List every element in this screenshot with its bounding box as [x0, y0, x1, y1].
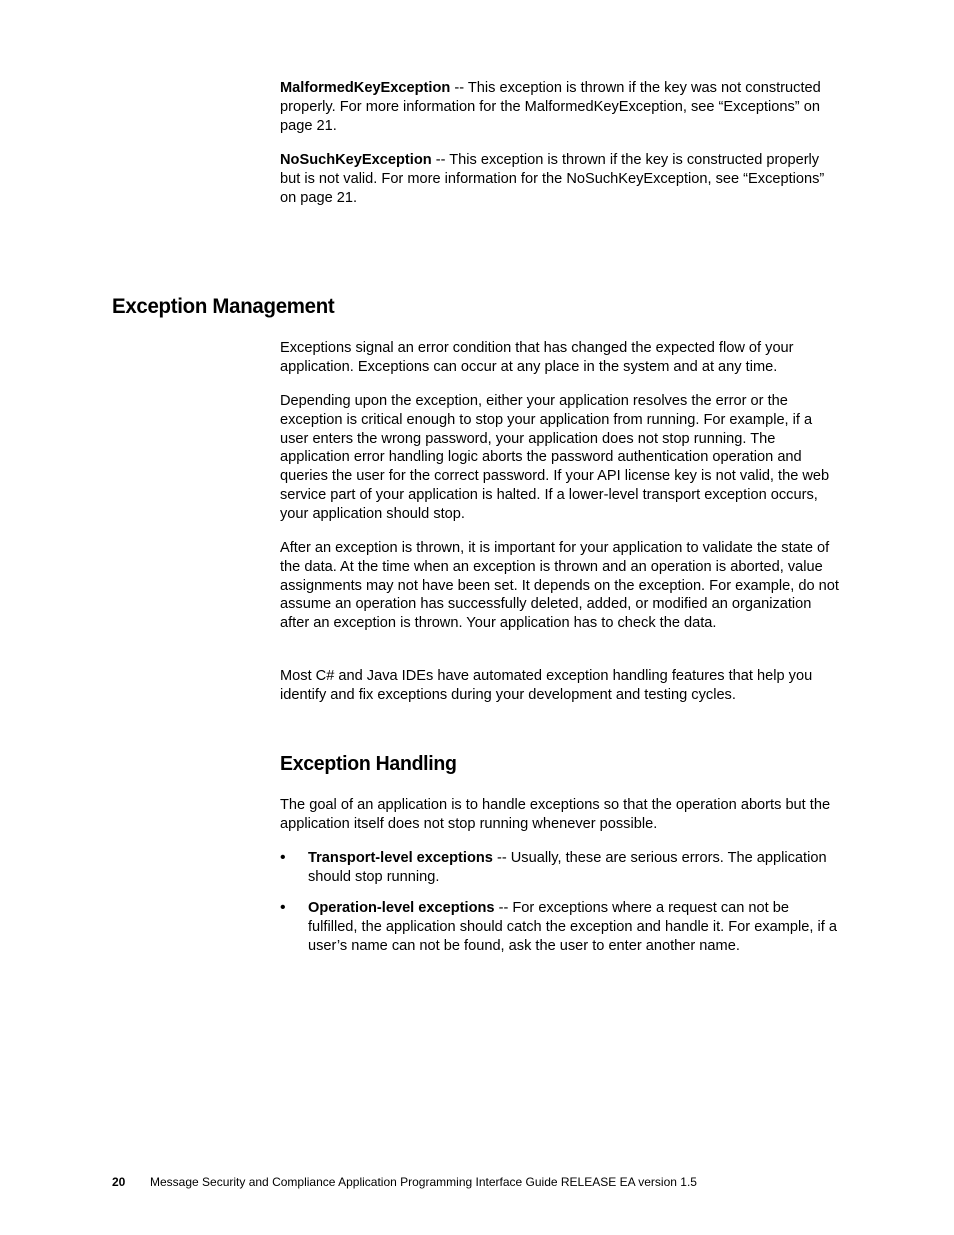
- footer-title: Message Security and Compliance Application Programming Interface Guide RELEASE EA version 1.5: [150, 1175, 697, 1189]
- bullet-list: [280, 899, 842, 955]
- list-item-term: Operation-level exceptions: [308, 900, 495, 916]
- definition-paragraph: [280, 151, 842, 207]
- bullet-icon: •: [280, 899, 286, 916]
- definition-no-such-key: [280, 151, 842, 207]
- definition-malformed-key: [280, 79, 842, 135]
- section-paragraph-2: [280, 392, 842, 524]
- definition-paragraph: [280, 79, 842, 135]
- list-item-description: -- Usually, these are serious errors. The application should stop running.: [308, 850, 827, 885]
- subsection-intro: [280, 796, 842, 834]
- section-paragraph-1: [280, 339, 842, 377]
- list-item-text: [308, 899, 842, 955]
- section-paragraph-4: [280, 667, 842, 705]
- body-paragraph: Depending upon the exception, either your application resolves the error or the exception is critical enough to stop your application from running. For example, if a user enters the wrong password, your application does not stop running. The application error handling logic aborts the password authentication operation and queries the user for the correct password. If your API license key is not valid, the web service part of your application is halted. If a lower-level transport exception occurs, your application should stop.: [280, 393, 830, 522]
- bullet-icon: •: [280, 849, 286, 866]
- bullet-list-container: [280, 899, 842, 955]
- page-footer: [112, 1174, 697, 1190]
- list-item-description: -- For exceptions where a request can not be fulfilled, the application should catch the exception and handle it. For example, if a user’s name can not be found, ask the user to enter another name.: [308, 900, 837, 954]
- list-item-term: Transport-level exceptions: [308, 850, 493, 866]
- body-paragraph: The goal of an application is to handle exceptions so that the operation aborts but the application itself does not stop running whenever possible.: [280, 797, 831, 832]
- bullet-list-container: [280, 849, 842, 887]
- body-paragraph: Exceptions signal an error condition that has changed the expected flow of your application. Exceptions can occur at any place in the system and at any time.: [280, 340, 794, 375]
- section-paragraph-3: [280, 539, 842, 633]
- list-item: [280, 899, 842, 955]
- definition-text: -- This exception is thrown if the key is constructed properly but is not valid. For more information for the NoSuchKeyException, see “Exceptions” on page 21.: [280, 152, 825, 206]
- body-paragraph: After an exception is thrown, it is important for your application to validate the state of the data. At the time when an exception is thrown and an operation is aborted, value assignments may not have been set. It depends on the exception. For example, do not assume an operation has successfully deleted, added, or modified an organization after an exception is thrown. Your application has to check the data.: [280, 540, 839, 632]
- body-paragraph: Most C# and Java IDEs have automated exception handling features that help you identify and fix exceptions during your development and testing cycles.: [280, 668, 813, 703]
- definition-term: NoSuchKeyException: [280, 152, 432, 168]
- bullet-list: [280, 849, 842, 887]
- section-heading: Exception Management: [112, 294, 335, 318]
- definition-text: -- This exception is thrown if the key was not constructed properly. For more information for the MalformedKeyException, see “Exceptions” on page 21.: [280, 80, 821, 134]
- page-number: 20: [112, 1175, 126, 1189]
- subsection-heading: Exception Handling: [280, 752, 457, 775]
- definition-term: MalformedKeyException: [280, 80, 451, 96]
- list-item: [280, 849, 842, 887]
- list-item-text: [308, 849, 842, 887]
